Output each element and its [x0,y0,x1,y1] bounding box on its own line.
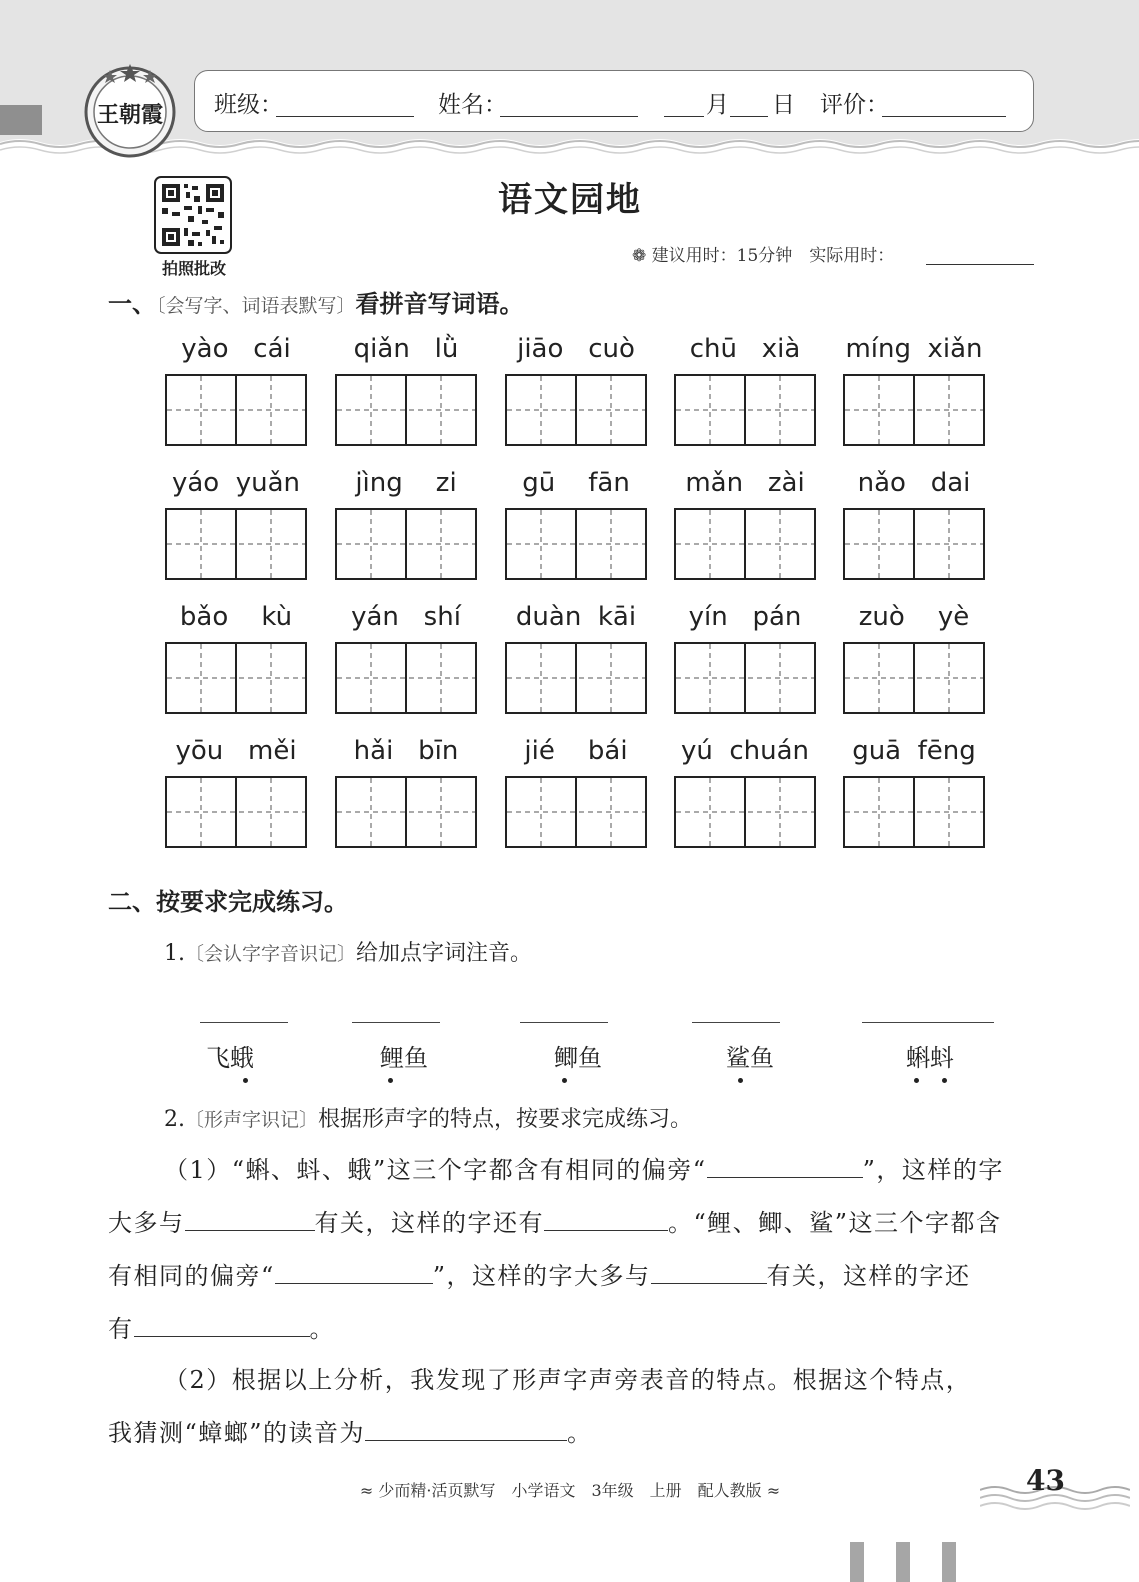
pinyin-label: yín pán [688,602,802,632]
day-input[interactable] [730,90,768,117]
pinyin-label: zuò yè [858,602,970,632]
paragraph-4 [108,1309,335,1344]
blank-radical-2[interactable] [275,1261,433,1284]
paragraph-text: 有相同的偏旁“ [108,1262,275,1290]
writing-grid[interactable] [505,642,647,714]
paragraph-text: 。 [567,1419,593,1447]
qr-code-icon[interactable] [154,176,232,254]
answer-line[interactable] [862,1022,994,1023]
pinyin-label: qiǎn lǜ [353,334,459,364]
pinyin-label: bǎo kù [179,602,293,632]
page-title: 语文园地 [498,180,642,220]
question-2 [164,1102,692,1133]
q1-number: 1. [164,941,185,966]
writing-grid[interactable] [165,508,307,580]
section-2-number: 二、 [108,888,156,916]
flower-icon: ❁ [632,246,647,266]
brand-logo [82,62,178,158]
pinyin-label: nǎo dai [857,468,971,498]
pinyin-label: duàn kāi [515,602,637,632]
blank-pronunciation[interactable] [365,1418,567,1441]
time-text: 建议用时：15分钟 实际用时： [651,246,895,266]
eval-label: 评价： [820,92,889,118]
word-item: 蝌蚪 [906,1044,954,1072]
question-1 [164,936,532,967]
paragraph-1 [164,1150,1004,1185]
emphasis-dot [243,1078,248,1083]
blank-examples[interactable] [544,1208,668,1231]
logo-text: 王朝霞 [96,102,164,128]
suggested-time [632,241,894,266]
month-input[interactable] [664,90,704,117]
word-item: 飞蛾 [206,1044,254,1072]
pinyin-label: yú chuán [680,736,810,766]
qr-label: 拍照批改 [161,259,226,278]
pinyin-label: yōu měi [175,736,297,766]
writing-grid[interactable] [843,508,985,580]
name-label: 姓名： [438,92,507,118]
footer-bar [850,1542,864,1582]
paragraph-text: ”，这样的字 [862,1156,1004,1184]
writing-grid[interactable] [165,642,307,714]
section-1-tag: 〔会写字、词语表默写〕 [156,295,356,317]
pinyin-label: jié bái [524,736,628,766]
page-number: 43 [1026,1464,1065,1497]
q2-text: 根据形声字的特点，按要求完成练习。 [318,1107,693,1132]
section-2-prompt: 按要求完成练习。 [156,888,348,916]
footer-text: ≈ 少而精·活页默写 小学语文 3年级 上册 配人教版 ≈ [359,1481,781,1500]
writing-grid[interactable] [843,642,985,714]
writing-grid[interactable] [335,508,477,580]
emphasis-dot [562,1078,567,1083]
paragraph-5: （2）根据以上分析，我发现了形声字声旁表音的特点。根据这个特点， [164,1366,972,1394]
pinyin-label: míng xiǎn [845,334,983,364]
paragraph-text: 有关，这样的字还有 [314,1209,544,1237]
paragraph-text: 我猜测“蟑螂”的读音为 [108,1419,366,1447]
footer-bar [896,1542,910,1582]
word-item: 鲫鱼 [554,1044,602,1072]
answer-line[interactable] [692,1022,780,1023]
writing-grid[interactable] [335,642,477,714]
emphasis-dot [942,1078,947,1083]
writing-grid[interactable] [505,374,647,446]
eval-input[interactable] [882,90,1006,117]
writing-grid[interactable] [165,374,307,446]
pinyin-label: mǎn zài [685,468,805,498]
pinyin-label: yào cái [181,334,291,364]
writing-grid[interactable] [843,776,985,848]
writing-grid[interactable] [505,776,647,848]
blank-radical[interactable] [707,1155,863,1178]
pinyin-label: gū fān [522,468,630,498]
blank-meaning-2[interactable] [651,1261,767,1284]
paragraph-text: 有关，这样的字还 [766,1262,971,1290]
pinyin-label: chū xià [689,334,801,364]
pinyin-label: yán shí [351,602,461,632]
word-item: 鲨鱼 [726,1044,774,1072]
pinyin-label: guā fēng [852,736,976,766]
pinyin-label: jìng zi [355,468,457,498]
section-1-prompt: 看拼音写词语。 [355,290,524,318]
paragraph-text: （1）“蝌、蚪、蛾”这三个字都含有相同的偏旁“ [164,1156,707,1184]
writing-grid[interactable] [505,508,647,580]
actual-time-input[interactable] [926,244,1034,265]
answer-line[interactable] [200,1022,288,1023]
q2-number: 2. [164,1107,185,1132]
writing-grid[interactable] [165,776,307,848]
writing-grid[interactable] [843,374,985,446]
name-input[interactable] [500,90,638,117]
pinyin-label: hǎi bīn [353,736,459,766]
pinyin-label: jiāo cuò [517,334,635,364]
writing-grid[interactable] [674,374,816,446]
answer-line[interactable] [520,1022,608,1023]
writing-grid[interactable] [674,776,816,848]
q2-tag: 〔形声字识记〕 [185,1109,319,1131]
writing-grid[interactable] [674,642,816,714]
paragraph-2 [108,1203,1002,1238]
q1-text: 给加点字词注音。 [356,941,533,966]
day-label: 日 [772,92,795,118]
paragraph-text: 大多与 [108,1209,185,1237]
section-1-heading [108,284,524,319]
blank-meaning[interactable] [185,1208,315,1231]
footer-bar [942,1542,956,1582]
blank-examples-2[interactable] [134,1314,310,1337]
side-tab [0,105,42,135]
paragraph-text: 。“鲤、鲫、鲨”这三个字都含 [668,1209,1002,1237]
writing-grid[interactable] [335,374,477,446]
paragraph-text: 。 [309,1315,335,1343]
class-label: 班级： [214,92,283,118]
section-2-heading [108,882,348,917]
writing-grid[interactable] [335,776,477,848]
answer-line[interactable] [352,1022,440,1023]
emphasis-dot [914,1078,919,1083]
emphasis-dot [738,1078,743,1083]
paragraph-3 [108,1256,971,1291]
word-item: 鲤鱼 [380,1044,428,1072]
emphasis-dot [388,1078,393,1083]
paragraph-text: 有 [108,1315,134,1343]
paragraph-text: ”，这样的字大多与 [432,1262,651,1290]
section-1-number: 一、 [108,290,156,318]
writing-grid[interactable] [674,508,816,580]
pinyin-label: yáo yuǎn [171,468,301,498]
paragraph-6 [108,1413,593,1448]
class-input[interactable] [276,90,414,117]
month-label: 月 [706,92,729,118]
q1-tag: 〔会认字字音识记〕 [185,943,357,965]
